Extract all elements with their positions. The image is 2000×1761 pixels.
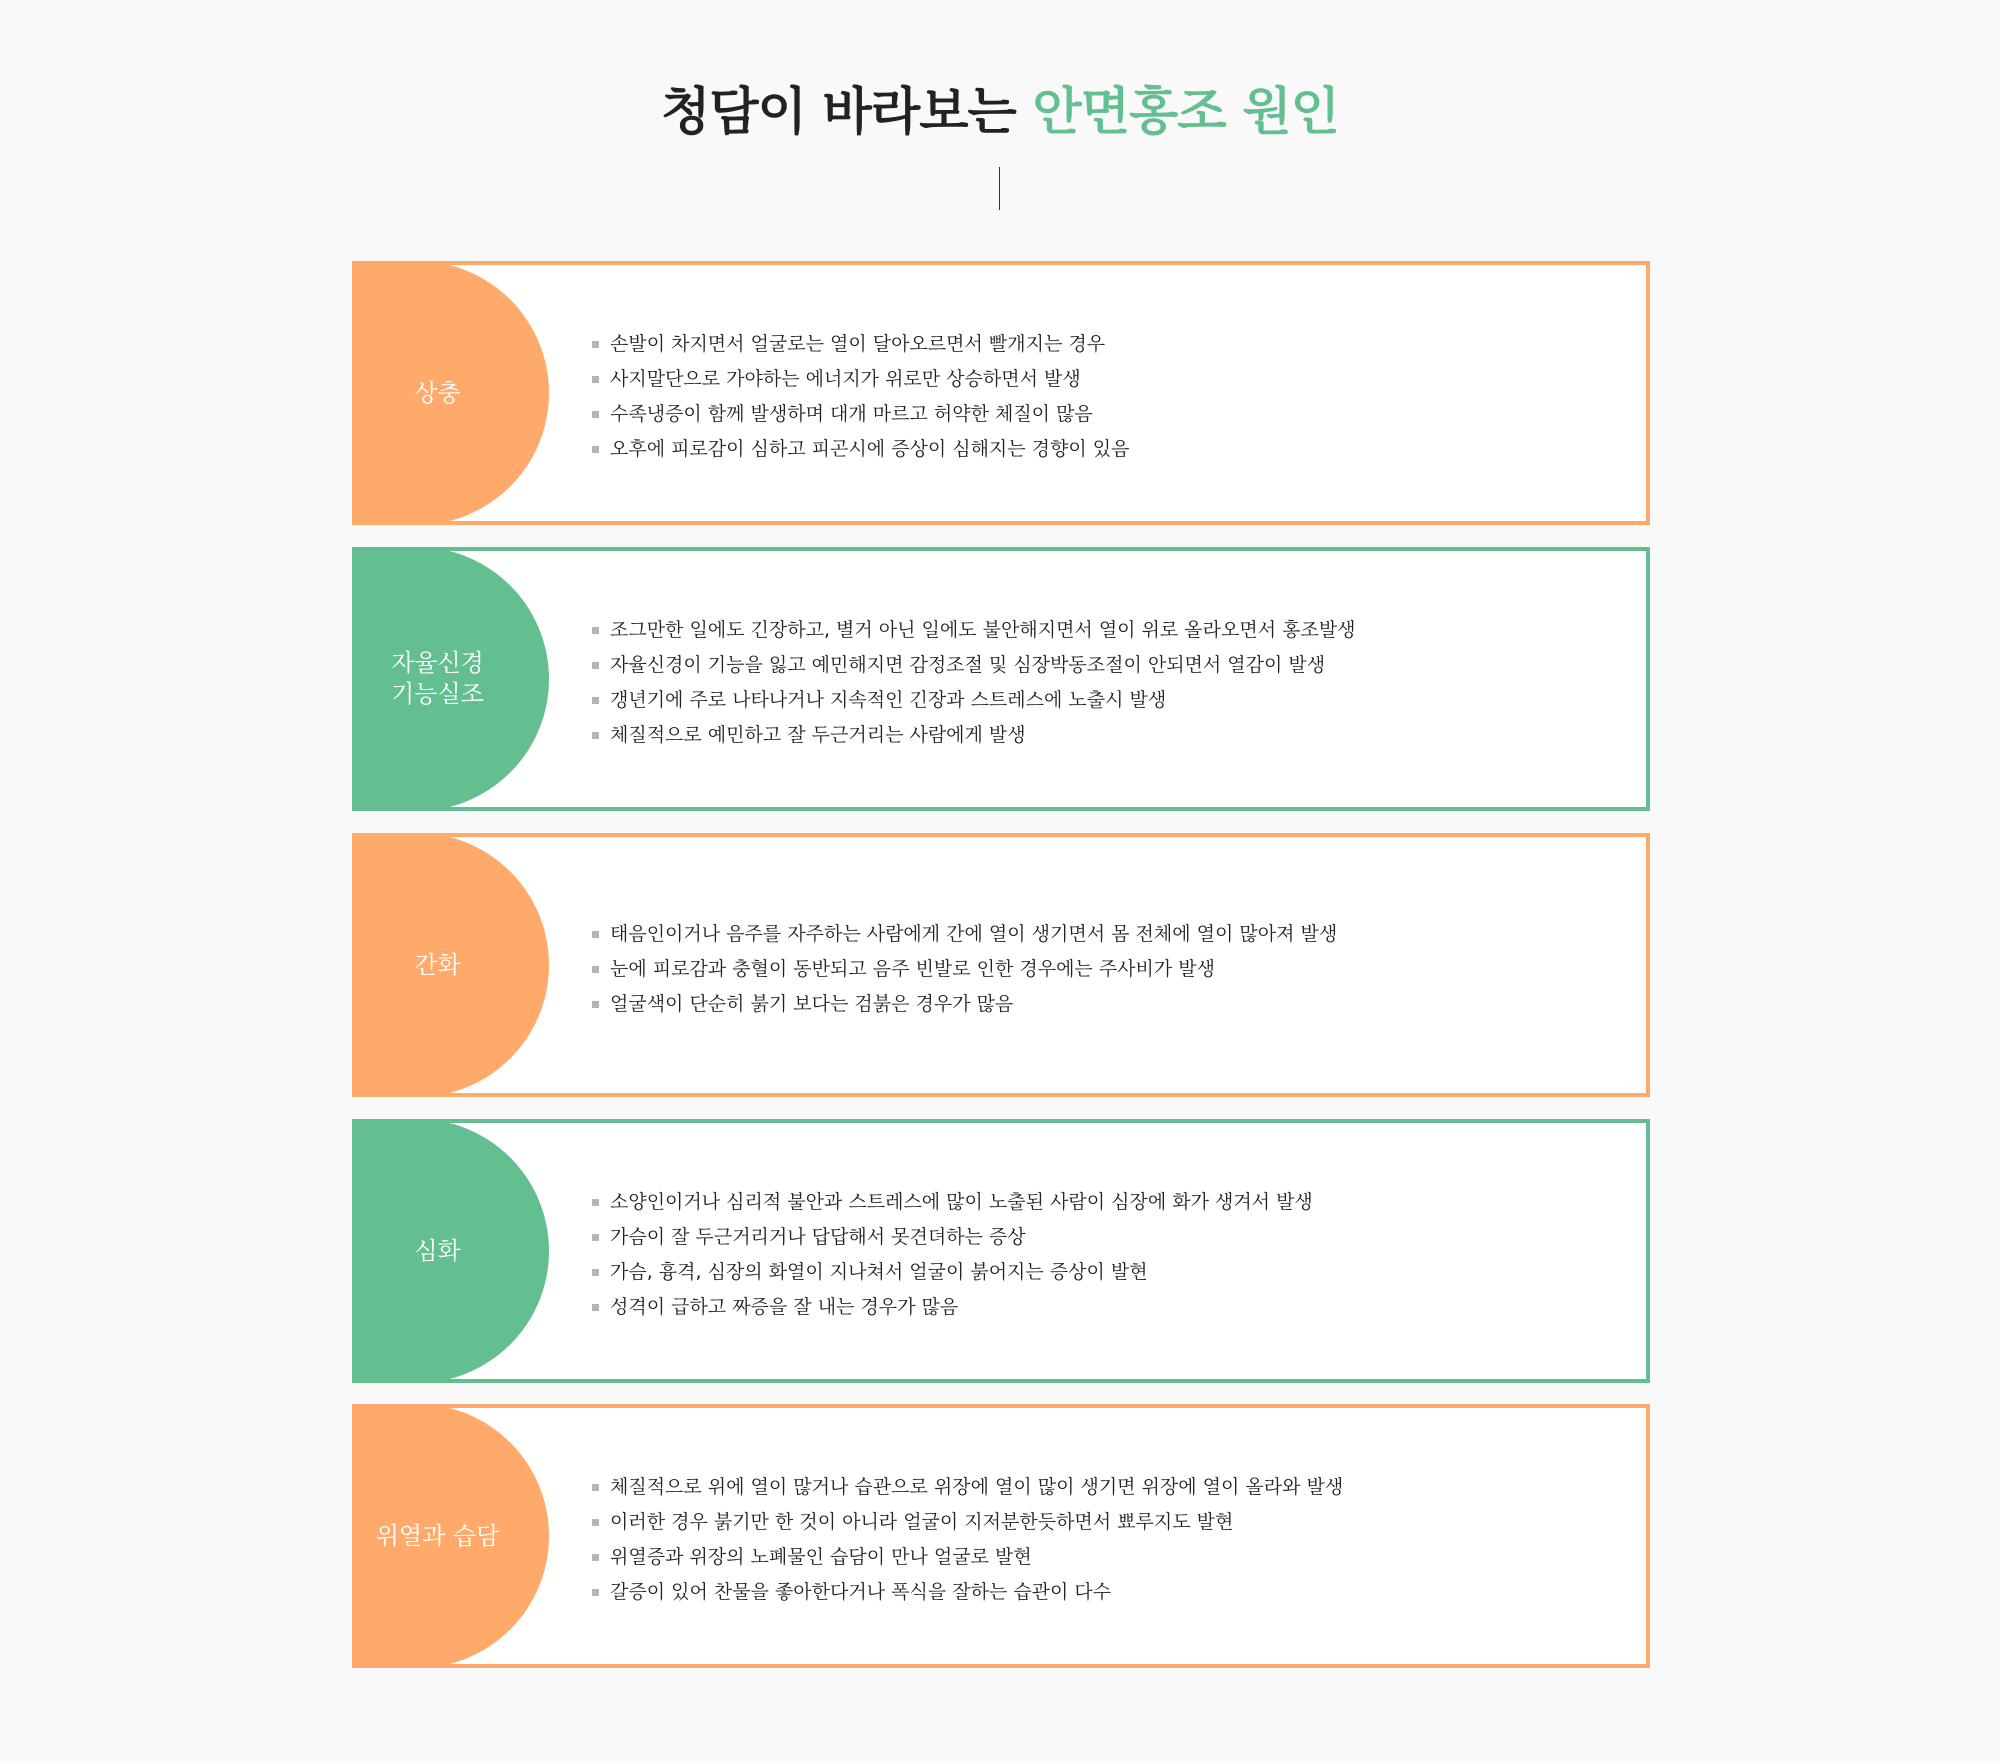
title-divider <box>999 167 1000 210</box>
cause-card <box>352 547 1650 811</box>
square-bullet-icon <box>592 1554 599 1561</box>
page-title-main: 청담이 바라보는 <box>661 83 1033 142</box>
symptom-item <box>592 1185 1313 1220</box>
square-bullet-icon <box>592 697 599 704</box>
square-bullet-icon <box>592 446 599 453</box>
symptom-text: 손발이 차지면서 얼굴로는 열이 달아오르면서 빨개지는 경우 <box>610 333 1106 355</box>
symptom-item <box>592 917 1337 952</box>
square-bullet-icon <box>592 1199 599 1206</box>
square-bullet-icon <box>592 1484 599 1491</box>
square-bullet-icon <box>592 1001 599 1008</box>
square-bullet-icon <box>592 376 599 383</box>
symptom-item <box>592 952 1337 987</box>
symptom-list <box>592 1185 1313 1325</box>
page-title <box>0 78 2000 148</box>
square-bullet-icon <box>592 1589 599 1596</box>
symptom-item <box>592 1505 1343 1540</box>
symptom-item <box>592 718 1356 753</box>
symptom-item <box>592 1470 1343 1505</box>
symptom-item <box>592 432 1129 467</box>
symptom-text: 얼굴색이 단순히 붉기 보다는 검붉은 경우가 많음 <box>610 993 1014 1015</box>
cause-card <box>352 1404 1650 1668</box>
symptom-item <box>592 397 1129 432</box>
page-title-highlight: 안면홍조 원인 <box>1032 83 1339 142</box>
symptom-text: 가슴, 흉격, 심장의 화열이 지나쳐서 얼굴이 붉어지는 증상이 발현 <box>610 1261 1148 1283</box>
cause-card <box>352 1119 1650 1383</box>
symptom-list <box>592 327 1129 467</box>
symptom-list <box>592 613 1356 753</box>
cause-badge <box>352 547 549 811</box>
symptom-text: 태음인이거나 음주를 자주하는 사람에게 간에 열이 생기면서 몸 전체에 열이 많아져 발생 <box>610 923 1338 945</box>
symptom-text: 자율신경이 기능을 잃고 예민해지면 감정조절 및 심장박동조절이 안되면서 열감이 발생 <box>610 654 1326 676</box>
cause-badge <box>352 1119 549 1383</box>
square-bullet-icon <box>592 411 599 418</box>
symptom-text: 소양인이거나 심리적 불안과 스트레스에 많이 노출된 사람이 심장에 화가 생겨서 발생 <box>610 1191 1313 1213</box>
cause-badge <box>352 1404 549 1668</box>
symptom-text: 체질적으로 위에 열이 많거나 습관으로 위장에 열이 많이 생기면 위장에 열이 올라와 발생 <box>610 1476 1344 1498</box>
square-bullet-icon <box>592 662 599 669</box>
square-bullet-icon <box>592 627 599 634</box>
cause-label: 상충 <box>414 378 461 407</box>
cause-label: 심화 <box>414 1236 461 1265</box>
cause-card <box>352 261 1650 525</box>
symptom-item <box>592 683 1356 718</box>
symptom-text: 눈에 피로감과 충혈이 동반되고 음주 빈발로 인한 경우에는 주사비가 발생 <box>610 958 1215 980</box>
symptom-text: 갈증이 있어 찬물을 좋아한다거나 폭식을 잘하는 습관이 다수 <box>610 1581 1112 1603</box>
cause-label: 간화 <box>414 950 461 979</box>
square-bullet-icon <box>592 1269 599 1276</box>
symptom-text: 갱년기에 주로 나타나거나 지속적인 긴장과 스트레스에 노출시 발생 <box>610 689 1167 711</box>
symptom-text: 수족냉증이 함께 발생하며 대개 마르고 허약한 체질이 많음 <box>610 403 1093 425</box>
square-bullet-icon <box>592 1304 599 1311</box>
symptom-text: 사지말단으로 가야하는 에너지가 위로만 상승하면서 발생 <box>610 368 1081 390</box>
symptom-text: 체질적으로 예민하고 잘 두근거리는 사람에게 발생 <box>610 724 1026 746</box>
cause-label: 위열과 습담 <box>375 1521 500 1550</box>
square-bullet-icon <box>592 1519 599 1526</box>
square-bullet-icon <box>592 732 599 739</box>
square-bullet-icon <box>592 931 599 938</box>
symptom-item <box>592 1220 1313 1255</box>
symptom-item <box>592 327 1129 362</box>
symptom-text: 성격이 급하고 짜증을 잘 내는 경우가 많음 <box>610 1296 959 1318</box>
symptom-item <box>592 613 1356 648</box>
symptom-item <box>592 362 1129 397</box>
square-bullet-icon <box>592 966 599 973</box>
symptom-item <box>592 1290 1313 1325</box>
symptom-text: 조그만한 일에도 긴장하고, 별거 아닌 일에도 불안해지면서 열이 위로 올라오면서 홍조발생 <box>610 619 1356 641</box>
square-bullet-icon <box>592 341 599 348</box>
symptom-text: 오후에 피로감이 심하고 피곤시에 증상이 심해지는 경향이 있음 <box>610 438 1130 460</box>
symptom-text: 가슴이 잘 두근거리거나 답답해서 못견뎌하는 증상 <box>610 1226 1026 1248</box>
cause-card <box>352 833 1650 1097</box>
symptom-item <box>592 1540 1343 1575</box>
cause-badge <box>352 261 549 525</box>
symptom-list <box>592 917 1337 1022</box>
symptom-list <box>592 1470 1343 1610</box>
cause-badge <box>352 833 549 1097</box>
symptom-text: 위열증과 위장의 노폐물인 습담이 만나 얼굴로 발현 <box>610 1546 1032 1568</box>
symptom-item <box>592 1255 1313 1290</box>
symptom-text: 이러한 경우 붉기만 한 것이 아니라 얼굴이 지저분한듯하면서 뾰루지도 발현 <box>610 1511 1234 1533</box>
symptom-item <box>592 1575 1343 1610</box>
symptom-item <box>592 987 1337 1022</box>
symptom-item <box>592 648 1356 683</box>
square-bullet-icon <box>592 1234 599 1241</box>
cause-label: 자율신경 기능실조 <box>391 649 484 708</box>
